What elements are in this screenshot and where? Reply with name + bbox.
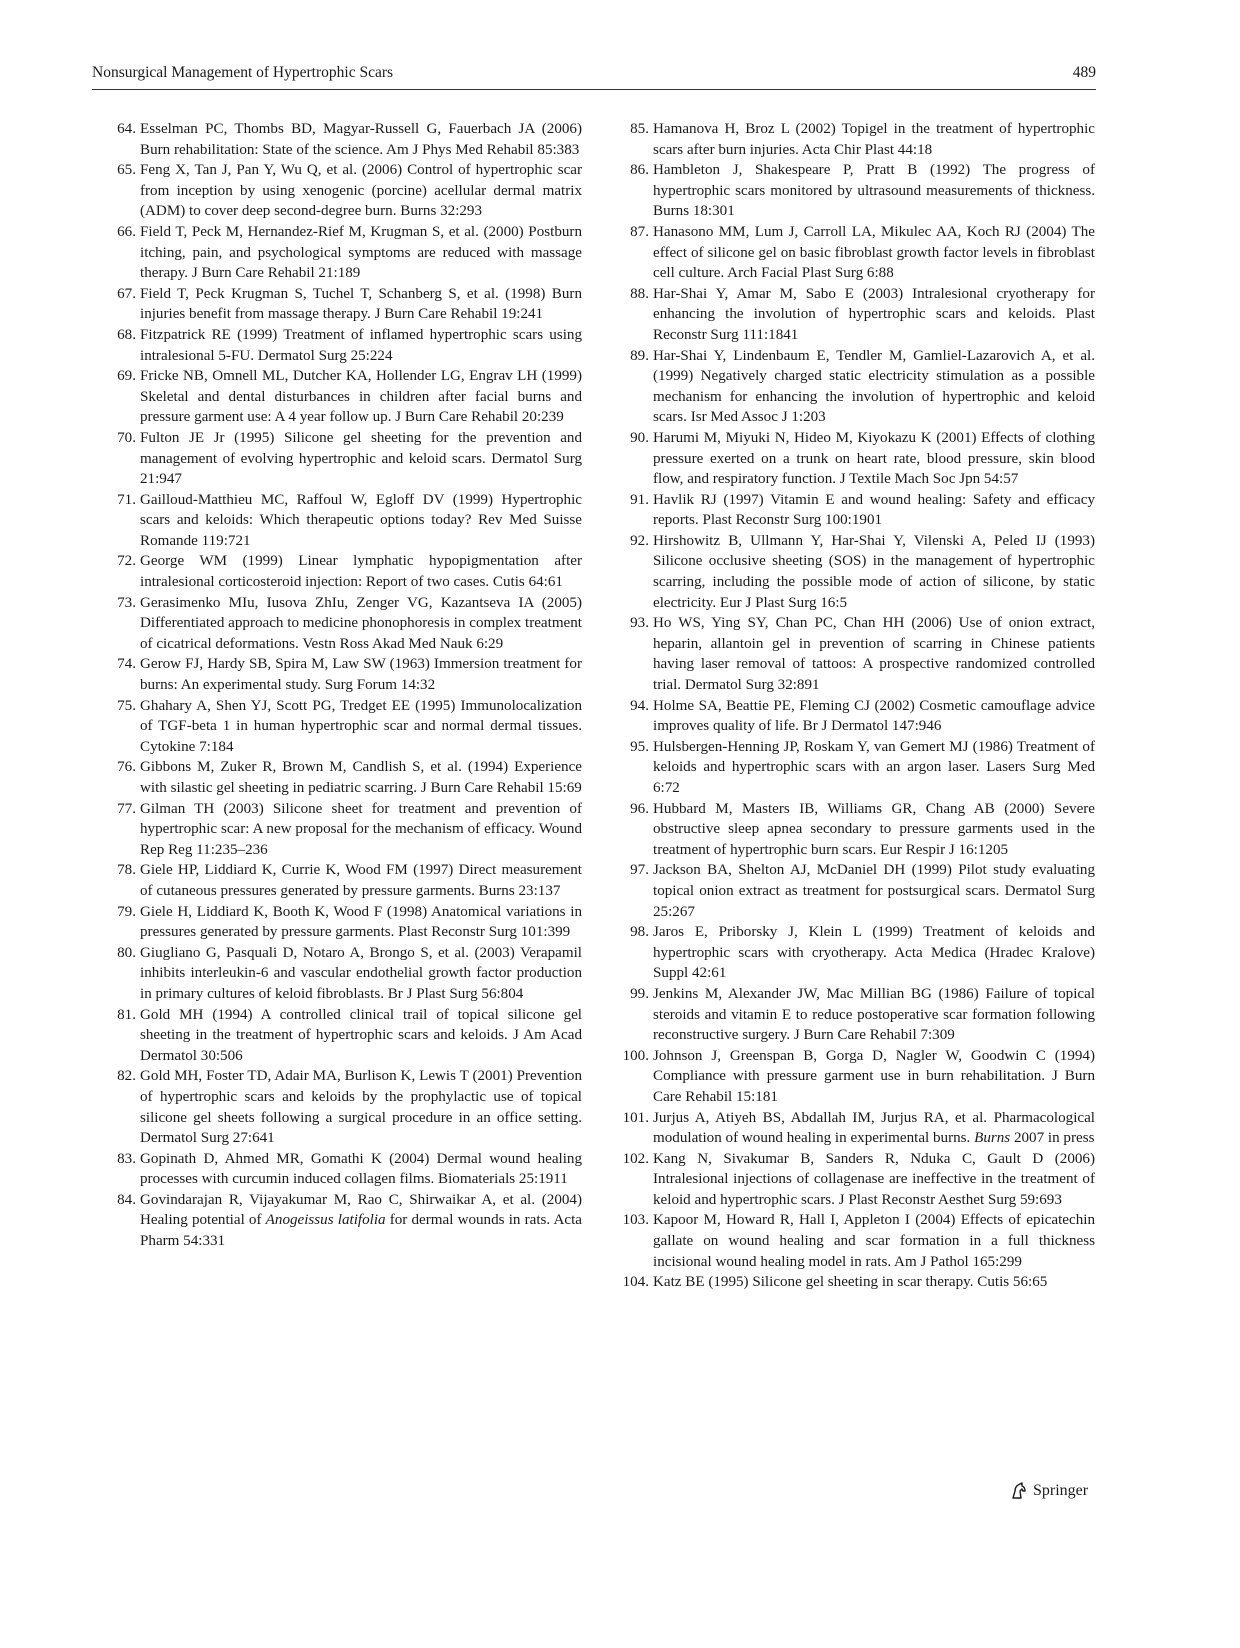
reference-italic-text: Anogeissus latifolia <box>265 1212 386 1229</box>
reference-item <box>609 1272 1095 1293</box>
reference-number: 99. <box>630 985 649 1002</box>
reference-item <box>96 366 582 428</box>
reference-item <box>96 696 582 758</box>
reference-number: 83. <box>117 1150 136 1167</box>
reference-item <box>96 799 582 861</box>
reference-item <box>609 922 1095 984</box>
reference-item <box>609 222 1095 284</box>
reference-number: 95. <box>630 738 649 755</box>
reference-text: Govindarajan R, Vijayakumar M, Rao C, Shirwaikar A, et al. (2004) Healing potential of <box>140 1191 582 1229</box>
reference-text: Hanasono MM, Lum J, Carroll LA, Mikulec AA, Koch RJ (2004) The effect of silicone gel on basic fibroblast growth factor levels in fibroblast cell culture. Arch Facial Plast Surg 6:88 <box>653 223 1095 282</box>
reference-text: Ho WS, Ying SY, Chan PC, Chan HH (2006) Use of onion extract, heparin, allantoin gel in prevention of scarring in Chinese patients having laser removal of tattoos: A prospective randomized controlled trial. Dermatol Surg 32:891 <box>653 615 1095 694</box>
reference-text: Giele H, Liddiard K, Booth K, Wood F (1998) Anatomical variations in pressures generated by pressure garments. Plast Reconstr Surg 101:399 <box>140 903 582 941</box>
reference-text: Gibbons M, Zuker R, Brown M, Candlish S, et al. (1994) Experience with silastic gel sheeting in pediatric scarring. J Burn Care Rehabil 15:69 <box>140 759 582 796</box>
reference-text: Esselman PC, Thombs BD, Magyar-Russell G, Fauerbach JA (2006) Burn rehabilitation: State of the science. Am J Phys Med Rehabil 85:383 <box>140 121 582 158</box>
reference-number: 104. <box>622 1274 649 1291</box>
springer-wordmark: Springer <box>1033 1482 1089 1499</box>
reference-item <box>96 119 582 160</box>
reference-text: Gold MH, Foster TD, Adair MA, Burlison K, Lewis T (2001) Prevention of hypertrophic scars and keloids by the prophylactic use of topical silicone gel sheets following a surgical procedure in an office setting. Dermatol Surg 27:641 <box>140 1068 582 1147</box>
reference-number: 68. <box>117 326 136 343</box>
reference-number: 96. <box>630 800 649 817</box>
reference-number: 85. <box>630 121 649 137</box>
reference-text: Gopinath D, Ahmed MR, Gomathi K (2004) Dermal wound healing processes with curcumin induced collagen films. Biomaterials 25:1911 <box>140 1150 582 1188</box>
reference-text: Gailloud-Matthieu MC, Raffoul W, Egloff DV (1999) Hypertrophic scars and keloids: Which therapeutic options today? Rev Med Suisse Romande 119:721 <box>140 491 582 549</box>
reference-item <box>609 799 1095 861</box>
page-number: 489 <box>1072 64 1096 81</box>
reference-text: Giugliano G, Pasquali D, Notaro A, Brongo S, et al. (2003) Verapamil inhibits interleukin-6 and vascular endothelial growth factor production in primary cultures of keloid fibroblasts. Br J Plast Surg 56:804 <box>140 944 582 1002</box>
reference-italic-text: Burns <box>974 1130 1011 1147</box>
reference-item <box>609 531 1095 613</box>
reference-item <box>609 1210 1095 1272</box>
reference-number: 76. <box>117 759 136 776</box>
reference-item <box>609 696 1095 737</box>
reference-number: 71. <box>117 491 136 508</box>
reference-text: Kapoor M, Howard R, Hall I, Appleton I (2004) Effects of epicatechin gallate on wound healing and scar formation in a full thickness incisional wound healing model in rats. Am J Pathol 165:299 <box>653 1212 1095 1270</box>
reference-item <box>96 490 582 552</box>
reference-item <box>96 222 582 284</box>
reference-text: Harumi M, Miyuki N, Hideo M, Kiyokazu K (2001) Effects of clothing pressure exerted on a trunk on heart rate, blood pressure, skin blood flow, and respiratory function. J Textile Mach Soc Jpn 54:57 <box>653 429 1095 488</box>
reference-text: 2007 in press <box>1010 1130 1095 1147</box>
reference-text: Havlik RJ (1997) Vitamin E and wound healing: Safety and efficacy reports. Plast Reconstr Surg 100:1901 <box>653 491 1095 529</box>
reference-number: 66. <box>117 223 136 240</box>
reference-item <box>96 160 582 222</box>
reference-text: Hamanova H, Broz L (2002) Topigel in the treatment of hypertrophic scars after burn injuries. Acta Chir Plast 44:18 <box>653 121 1095 158</box>
reference-number: 80. <box>117 944 136 961</box>
springer-horse-icon <box>1010 1482 1028 1500</box>
reference-item <box>609 1149 1095 1211</box>
reference-text: Field T, Peck M, Hernandez-Rief M, Krugman S, et al. (2000) Postburn itching, pain, and psychological symptoms are reduced with massage therapy. J Burn Care Rehabil 21:189 <box>140 223 582 282</box>
reference-item <box>609 346 1095 428</box>
reference-text: Holme SA, Beattie PE, Fleming CJ (2002) Cosmetic camouflage advice improves quality of life. Br J Dermatol 147:946 <box>653 697 1095 735</box>
reference-item <box>96 428 582 490</box>
references-right-column <box>609 119 1095 1293</box>
reference-number: 65. <box>117 162 136 179</box>
reference-item <box>609 613 1095 695</box>
reference-item <box>96 1190 582 1252</box>
reference-number: 72. <box>117 553 136 570</box>
reference-number: 103. <box>622 1212 649 1229</box>
reference-item <box>96 1005 582 1067</box>
reference-text: Katz BE (1995) Silicone gel sheeting in scar therapy. Cutis 56:65 <box>653 1274 1048 1291</box>
reference-text: Hirshowitz B, Ullmann Y, Har-Shai Y, Vilenski A, Peled IJ (1993) Silicone occlusive sheeting (SOS) in the management of hypertrophic scarring, including the possible mode of action of silicone, by static electricity. Eur J Plast Surg 16:5 <box>653 532 1095 611</box>
reference-item <box>96 325 582 366</box>
reference-item <box>96 284 582 325</box>
reference-item <box>96 1149 582 1190</box>
reference-number: 77. <box>117 800 136 817</box>
reference-number: 79. <box>117 903 136 920</box>
reference-item <box>609 737 1095 799</box>
reference-number: 74. <box>117 656 136 673</box>
reference-text: Fricke NB, Omnell ML, Dutcher KA, Hollender LG, Engrav LH (1999) Skeletal and dental disturbances in children after facial burns and pressure garment use: A 4 year follow up. J Burn Care Rehabil 20:239 <box>140 368 582 426</box>
reference-number: 82. <box>117 1068 136 1085</box>
reference-text: Fitzpatrick RE (1999) Treatment of inflamed hypertrophic scars using intralesional 5-FU. Dermatol Surg 25:224 <box>140 326 582 364</box>
running-header <box>92 64 1096 82</box>
reference-number: 102. <box>622 1150 649 1167</box>
reference-item <box>609 119 1095 160</box>
reference-number: 81. <box>117 1006 136 1023</box>
reference-text: Gerow FJ, Hardy SB, Spira M, Law SW (1963) Immersion treatment for burns: An experimental study. Surg Forum 14:32 <box>140 656 582 694</box>
reference-item <box>609 984 1095 1046</box>
running-title: Nonsurgical Management of Hypertrophic Scars <box>92 64 394 81</box>
reference-item <box>96 757 582 798</box>
reference-text: Field T, Peck Krugman S, Tuchel T, Schanberg S, et al. (1998) Burn injuries benefit from massage therapy. J Burn Care Rehabil 19:241 <box>140 285 582 323</box>
reference-text: Feng X, Tan J, Pan Y, Wu Q, et al. (2006) Control of hypertrophic scar from inception by using xenogenic (porcine) acellular dermal matrix (ADM) to cover deep second-degree burn. Burns 32:293 <box>140 162 582 220</box>
reference-text: Jackson BA, Shelton AJ, McDaniel DH (1999) Pilot study evaluating topical onion extract as treatment for postsurgical scars. Dermatol Surg 25:267 <box>653 862 1095 920</box>
reference-number: 87. <box>630 223 649 240</box>
reference-text: Hambleton J, Shakespeare P, Pratt B (1992) The progress of hypertrophic scars monitored by ultrasound measurements of thickness. Burns 18:301 <box>653 162 1095 220</box>
reference-number: 90. <box>630 429 649 446</box>
reference-item <box>96 593 582 655</box>
reference-item <box>609 1108 1095 1149</box>
springer-logo <box>1010 1482 1088 1500</box>
reference-number: 75. <box>117 697 136 714</box>
reference-number: 93. <box>630 615 649 632</box>
reference-item <box>96 1066 582 1148</box>
reference-number: 69. <box>117 368 136 385</box>
reference-number: 70. <box>117 429 136 446</box>
reference-number: 73. <box>117 594 136 611</box>
reference-number: 78. <box>117 862 136 879</box>
reference-item <box>96 551 582 592</box>
reference-item <box>609 284 1095 346</box>
reference-number: 94. <box>630 697 649 714</box>
reference-item <box>96 860 582 901</box>
reference-item <box>609 428 1095 490</box>
header-rule <box>92 89 1096 90</box>
reference-text: Har-Shai Y, Amar M, Sabo E (2003) Intralesional cryotherapy for enhancing the involution of hypertrophic scars and keloids. Plast Reconstr Surg 111:1841 <box>653 285 1095 343</box>
reference-text: Giele HP, Liddiard K, Currie K, Wood FM (1997) Direct measurement of cutaneous pressures generated by pressure garments. Burns 23:137 <box>140 862 582 899</box>
reference-item <box>96 902 582 943</box>
reference-number: 92. <box>630 532 649 549</box>
reference-text: Gerasimenko MIu, Iusova ZhIu, Zenger VG, Kazantseva IA (2005) Differentiated approach to medicine phonophoresis in complex treatment of cicatrical deformations. Vestn Ross Akad Med Nauk 6:29 <box>140 594 582 652</box>
reference-item <box>96 943 582 1005</box>
reference-number: 101. <box>622 1109 649 1126</box>
reference-text: Jaros E, Priborsky J, Klein L (1999) Treatment of keloids and hypertrophic scars with cryotherapy. Acta Medica (Hradec Kralove) Suppl 42:61 <box>653 924 1095 982</box>
reference-text: Kang N, Sivakumar B, Sanders R, Nduka C, Gault D (2006) Intralesional injections of collagenase are ineffective in the treatment of keloid and hypertrophic scars. J Plast Reconstr Aesthet Surg 59:693 <box>653 1150 1095 1208</box>
reference-item <box>609 160 1095 222</box>
reference-number: 98. <box>630 924 649 941</box>
reference-text: Johnson J, Greenspan B, Gorga D, Nagler W, Goodwin C (1994) Compliance with pressure garment use in burn rehabilitation. J Burn Care Rehabil 15:181 <box>653 1047 1095 1105</box>
reference-number: 86. <box>630 162 649 179</box>
reference-text: Jurjus A, Atiyeh BS, Abdallah IM, Jurjus RA, et al. Pharmacological modulation of wound healing in experimental burns. <box>653 1109 1095 1147</box>
reference-number: 91. <box>630 491 649 508</box>
reference-text: Hubbard M, Masters IB, Williams GR, Chang AB (2000) Severe obstructive sleep apnea secondary to pressure garments used in the treatment of hypertrophic burn scars. Eur Respir J 16:1205 <box>653 800 1095 858</box>
reference-item <box>609 1046 1095 1108</box>
reference-item <box>609 860 1095 922</box>
reference-text: Hulsbergen-Henning JP, Roskam Y, van Gemert MJ (1986) Treatment of keloids and hypertrophic scars with an argon laser. Lasers Surg Med 6:72 <box>653 738 1095 796</box>
reference-number: 88. <box>630 285 649 302</box>
reference-number: 67. <box>117 285 136 302</box>
reference-text: George WM (1999) Linear lymphatic hypopigmentation after intralesional corticosteroid injection: Report of two cases. Cutis 64:61 <box>140 553 582 591</box>
reference-text: Fulton JE Jr (1995) Silicone gel sheeting for the prevention and management of evolving hypertrophic and keloid scars. Dermatol Surg 21:947 <box>140 429 582 488</box>
reference-number: 97. <box>630 862 649 879</box>
reference-number: 84. <box>117 1191 136 1208</box>
reference-text: Har-Shai Y, Lindenbaum E, Tendler M, Gamliel-Lazarovich A, et al. (1999) Negatively charged static electricity stimulation as a possible mechanism for enhancing the involution of hypertrophic and keloid scars. Isr Med Assoc J 1:203 <box>653 347 1095 426</box>
reference-text: Gold MH (1994) A controlled clinical trail of topical silicone gel sheeting in the treatment of hypertrophic scars and keloids. J Am Acad Dermatol 30:506 <box>140 1006 582 1064</box>
reference-text: for dermal wounds in rats. Acta Pharm 54:331 <box>140 1212 582 1250</box>
reference-text: Gilman TH (2003) Silicone sheet for treatment and prevention of hypertrophic scar: A new proposal for the mechanism of efficacy. Wound Rep Reg 11:235–236 <box>140 800 582 858</box>
references-left-column <box>96 119 582 1252</box>
reference-number: 100. <box>622 1047 649 1064</box>
reference-number: 64. <box>117 121 136 137</box>
reference-number: 89. <box>630 347 649 364</box>
reference-item <box>96 654 582 695</box>
reference-text: Jenkins M, Alexander JW, Mac Millian BG (1986) Failure of topical steroids and vitamin E to reduce postoperative scar formation following reconstructive surgery. J Burn Care Rehabil 7:309 <box>653 985 1095 1044</box>
reference-text: Ghahary A, Shen YJ, Scott PG, Tredget EE (1995) Immunolocalization of TGF-beta 1 in human hypertrophic scar and normal dermal tissues. Cytokine 7:184 <box>140 697 582 755</box>
reference-item <box>609 490 1095 531</box>
